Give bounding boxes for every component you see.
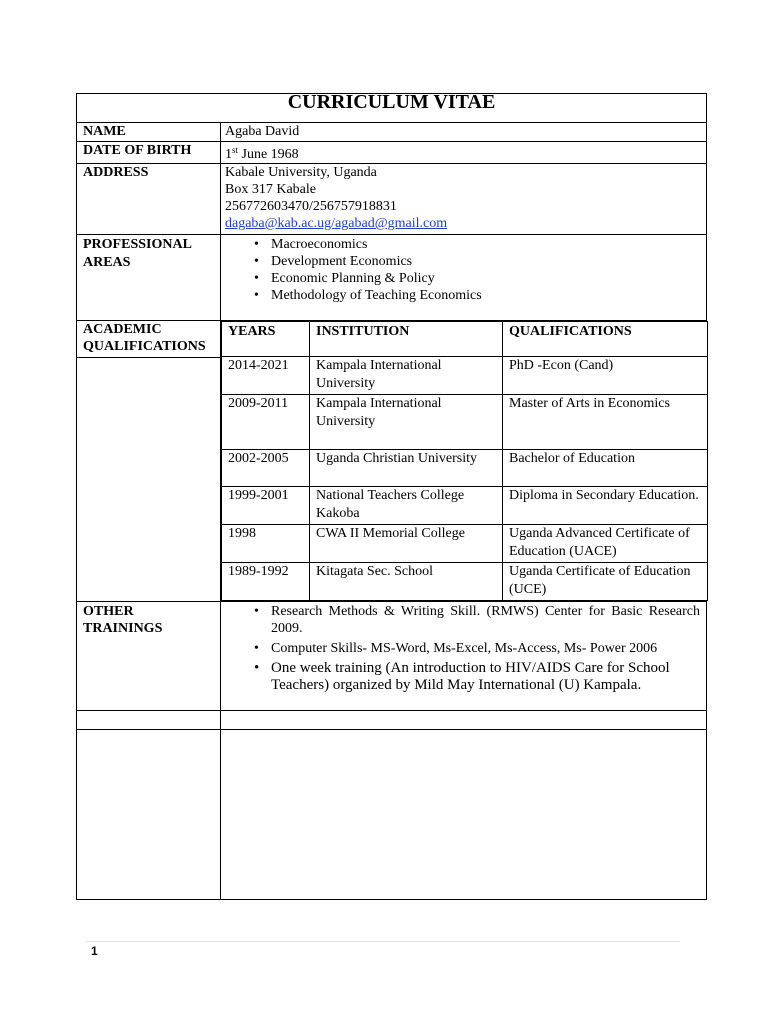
qualification-cell: Uganda Certificate of Education (UCE) (503, 563, 708, 601)
list-item: • Economic Planning & Policy (271, 270, 702, 287)
footer-divider (86, 941, 680, 942)
qualification-cell: PhD -Econ (Cand) (503, 357, 708, 395)
other-trainings-value (221, 602, 707, 711)
address-value (221, 164, 707, 235)
years-cell: 1999-2001 (222, 487, 310, 525)
address-line: Kabale University, Uganda (225, 165, 377, 180)
label-line: PROFESSIONAL (83, 237, 192, 252)
institution-cell: Kampala International University (310, 395, 503, 450)
name-value: Agaba David (221, 123, 707, 142)
qualifications-table (221, 321, 708, 601)
list-item: • Computer Skills- MS-Word, Ms-Excel, Ms-Access, Ms- Power 2006 (271, 640, 702, 657)
header-institution: INSTITUTION (310, 322, 503, 357)
years-cell: 2009-2011 (222, 395, 310, 450)
years-cell: 2014-2021 (222, 357, 310, 395)
academic-label-spacer (77, 358, 221, 602)
dob-day: 1 (225, 147, 232, 162)
academic-label-box (83, 321, 216, 356)
institution-cell: National Teachers College Kakoba (310, 487, 503, 525)
empty-cell (221, 711, 707, 730)
address-line: Box 317 Kabale (225, 182, 316, 197)
cv-table (76, 93, 707, 900)
dob-day-suffix: st (232, 145, 239, 155)
phone-numbers: 256772603470/256757918831 (225, 199, 397, 214)
list-item: • Macroeconomics (271, 236, 702, 253)
empty-cell (77, 730, 221, 900)
qualification-cell: Bachelor of Education (503, 450, 708, 487)
professional-areas-label (77, 235, 221, 321)
label-line: QUALIFICATIONS (83, 339, 206, 354)
list-item: • Development Economics (271, 253, 702, 270)
label-line: OTHER (83, 604, 134, 619)
header-qualifications: QUALIFICATIONS (503, 322, 708, 357)
years-cell: 2002-2005 (222, 450, 310, 487)
empty-cell (221, 730, 707, 900)
qualification-cell: Diploma in Secondary Education. (503, 487, 708, 525)
empty-cell (77, 711, 221, 730)
list-item: • One week training (An introduction to HIV/AIDS Care for School Teachers) organized by Mild May International (U) Kampala. (271, 660, 702, 694)
other-trainings-label (77, 602, 221, 711)
institution-cell: Kitagata Sec. School (310, 563, 503, 601)
academic-qualifications-cell (221, 321, 707, 602)
header-years: YEARS (222, 322, 310, 357)
years-cell: 1998 (222, 525, 310, 563)
label-line: TRAININGS (83, 621, 163, 636)
label-line: ACADEMIC (83, 322, 162, 337)
name-label: NAME (77, 123, 221, 142)
institution-cell: Kampala International University (310, 357, 503, 395)
document-title: CURRICULUM VITAE (77, 94, 707, 123)
list-item: • Research Methods & Writing Skill. (RMWS) Center for Basic Research 2009. (271, 603, 702, 637)
label-line: AREAS (83, 255, 131, 270)
institution-cell: CWA II Memorial College (310, 525, 503, 563)
dob-month-year: June 1968 (238, 147, 299, 162)
dob-label: DATE OF BIRTH (77, 142, 221, 164)
academic-label (77, 321, 221, 358)
years-cell: 1989-1992 (222, 563, 310, 601)
institution-cell: Uganda Christian University (310, 450, 503, 487)
page-number: 1 (91, 944, 98, 958)
professional-areas-list (225, 236, 702, 304)
qualification-cell: Master of Arts in Economics (503, 395, 708, 450)
trainings-list (225, 603, 702, 694)
professional-areas-value (221, 235, 707, 321)
qualification-cell: Uganda Advanced Certificate of Education (UACE) (503, 525, 708, 563)
list-item: • Methodology of Teaching Economics (271, 287, 702, 304)
dob-value (221, 142, 707, 164)
address-label: ADDRESS (77, 164, 221, 235)
email-link[interactable]: dagaba@kab.ac.ug/agabad@gmail.com (225, 216, 448, 231)
